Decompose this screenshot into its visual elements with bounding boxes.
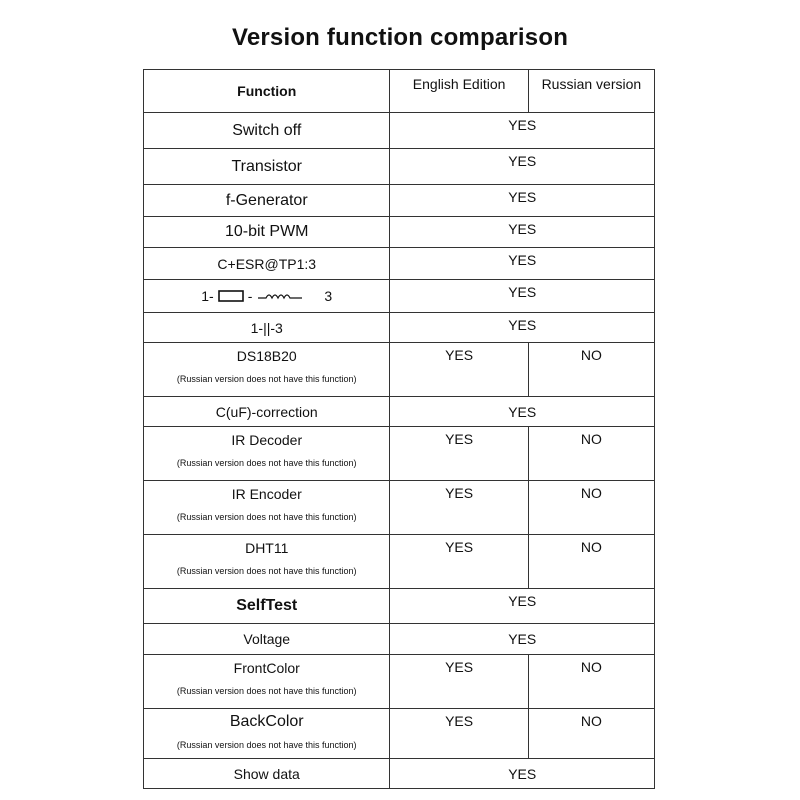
table-row xyxy=(144,397,655,427)
russian-support-cell: NO xyxy=(528,427,654,481)
support-cell: YES xyxy=(390,185,655,217)
support-cell: YES xyxy=(390,113,655,149)
resistor-icon xyxy=(218,290,244,302)
support-cell: YES xyxy=(390,313,655,343)
english-support-cell: YES xyxy=(390,535,528,589)
function-cell: 10-bit PWM xyxy=(144,217,390,248)
table-row xyxy=(144,113,655,149)
header-russian-version: Russian version xyxy=(528,70,654,113)
function-cell xyxy=(144,535,390,589)
symbol-separator: - xyxy=(247,288,253,304)
function-cell: C+ESR@TP1:3 xyxy=(144,248,390,280)
function-cell: Transistor xyxy=(144,149,390,185)
function-cell: SelfTest xyxy=(144,589,390,624)
page-title: Version function comparison xyxy=(231,24,569,51)
support-cell: YES xyxy=(390,149,655,185)
function-cell xyxy=(144,709,390,759)
function-name: DS18B20 xyxy=(236,348,297,364)
function-cell xyxy=(144,655,390,709)
function-cell xyxy=(144,343,390,397)
support-cell: YES xyxy=(390,589,655,624)
function-cell: Show data xyxy=(144,759,390,789)
table-row xyxy=(144,655,655,709)
table-header-row xyxy=(144,70,655,113)
symbol-suffix: 3 xyxy=(324,288,333,304)
support-cell: YES xyxy=(390,280,655,313)
function-note: (Russian version does not have this function) xyxy=(176,740,357,750)
component-symbol xyxy=(201,288,332,304)
function-name: DHT11 xyxy=(245,540,289,556)
function-name: IR Encoder xyxy=(231,486,302,502)
function-note: (Russian version does not have this function) xyxy=(176,686,357,696)
function-cell: Switch off xyxy=(144,113,390,149)
function-cell: C(uF)-correction xyxy=(144,397,390,427)
function-name: FrontColor xyxy=(233,660,300,676)
english-support-cell: YES xyxy=(390,709,528,759)
table-row xyxy=(144,589,655,624)
table-row xyxy=(144,149,655,185)
english-support-cell: YES xyxy=(390,343,528,397)
function-cell xyxy=(144,280,390,313)
function-cell: 1-||-3 xyxy=(144,313,390,343)
table-row xyxy=(144,759,655,789)
table-row xyxy=(144,427,655,481)
support-cell: YES xyxy=(390,397,655,427)
russian-support-cell: NO xyxy=(528,655,654,709)
table-row xyxy=(144,535,655,589)
table-row xyxy=(144,248,655,280)
function-name: IR Decoder xyxy=(231,432,303,448)
support-cell: YES xyxy=(390,759,655,789)
function-cell: f-Generator xyxy=(144,185,390,217)
table-row xyxy=(144,709,655,759)
table-row xyxy=(144,624,655,655)
function-note: (Russian version does not have this function) xyxy=(176,458,357,468)
table-row xyxy=(144,481,655,535)
header-function: Function xyxy=(144,70,390,113)
table-row xyxy=(144,280,655,313)
russian-support-cell: NO xyxy=(528,535,654,589)
function-cell xyxy=(144,427,390,481)
english-support-cell: YES xyxy=(390,481,528,535)
function-note: (Russian version does not have this function) xyxy=(176,512,357,522)
english-support-cell: YES xyxy=(390,427,528,481)
support-cell: YES xyxy=(390,624,655,655)
function-cell: Voltage xyxy=(144,624,390,655)
comparison-table xyxy=(143,69,655,789)
table-row xyxy=(144,185,655,217)
english-support-cell: YES xyxy=(390,655,528,709)
russian-support-cell: NO xyxy=(528,709,654,759)
function-name: BackColor xyxy=(229,713,304,730)
table-row xyxy=(144,343,655,397)
header-english-edition: English Edition xyxy=(390,70,528,113)
inductor-icon xyxy=(256,290,306,302)
function-note: (Russian version does not have this function) xyxy=(176,566,357,576)
symbol-prefix: 1- xyxy=(201,288,214,304)
russian-support-cell: NO xyxy=(528,343,654,397)
table-row xyxy=(144,217,655,248)
function-cell xyxy=(144,481,390,535)
table-row xyxy=(144,313,655,343)
function-note: (Russian version does not have this function) xyxy=(176,374,357,384)
support-cell: YES xyxy=(390,217,655,248)
russian-support-cell: NO xyxy=(528,481,654,535)
support-cell: YES xyxy=(390,248,655,280)
